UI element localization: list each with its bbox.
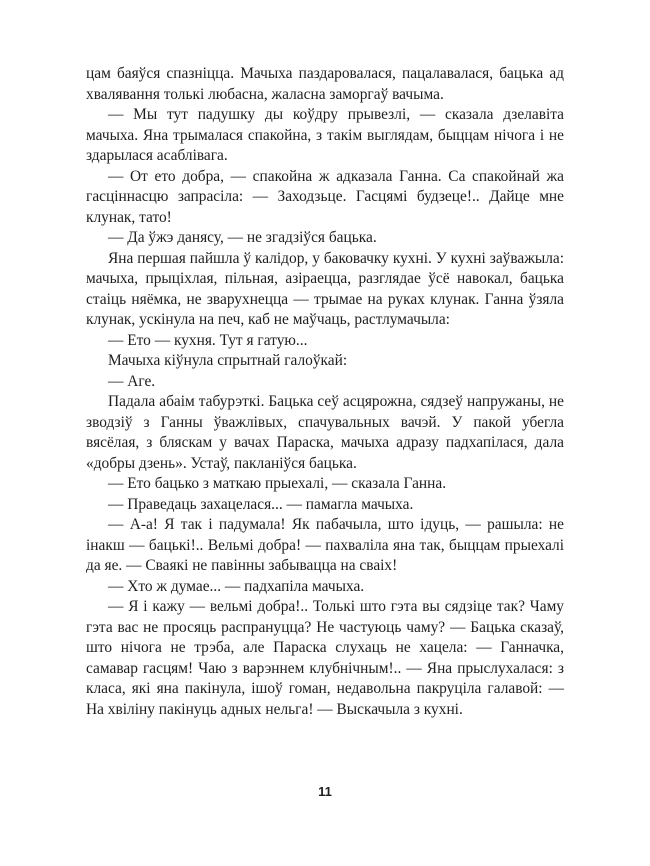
paragraph: — Праведаць захацелася... — памагла мачыха. [108, 495, 414, 513]
paragraph: — Хто ж думае... — падхапіла мачыха. [108, 577, 365, 595]
paragraph: Яна першая пайшла ў калідор, у баковачку кухні. У кухні заўважыла: мачыха, прыціхлая, пільная, азіраецца, разглядае ўсё навокал, бацька стаіць няёмка, не зварухнецца — трымае на руках клунак. Ганна ўзяла клунак, ускінула на печ, каб не маўчаць, растлумачыла: [86, 249, 564, 328]
paragraph: — От ето добра, — спакойна ж адказала Ганна. Са спакойнай жа гасціннасцю запрасіла: — Заходзьце. Гасцямі будзеце!.. Дайце мне клунак, тато! [86, 167, 564, 226]
paragraph: — Ето — кухня. Тут я гатую... [108, 331, 308, 349]
paragraph: — Да ўжэ данясу, — не згадзіўся бацька. [108, 229, 377, 246]
paragraph: цам баяўся спазніцца. Мачыха паздаровалася, пацалавалася, бацька ад хвалявання толькі любасна, жаласна заморгаў вачыма. [86, 65, 564, 103]
paragraph: — А-а! Я так і падумала! Як пабачыла, што ідуць, — рашыла: не інакш — бацькі!.. Вельмі добра! — пахваліла яна так, быццам прыехалі да яе. — Сваякі не павінны забывацца на сваіх! [86, 516, 564, 574]
paragraph: — Я і кажу — вельмі добра!.. Толькі што гэта вы сядзіце так? Чаму гэта вас не просяць распрануцца? Не частуюць чаму? — Бацька сказаў, што нічога не трэба, але Параска слухаць не хацела: — Ганначка, самавар гасцям! Чаю з варэннем клубнічным!.. — Яна прыслухалася: з класа, які яна пакінула, ішоў гоман, недавольна пакруціла галавой: — На хвіліну пакінуць адных нельга! — Выскачыла з кухні. [86, 598, 564, 718]
paragraph: — Ето бацько з маткаю прыехалі, — сказала Ганна. [108, 475, 447, 492]
paragraph: — Аге. [108, 372, 156, 390]
page-number: 11 [318, 784, 332, 799]
paragraph: Падала абаім табурэткі. Бацька сеў асцярожна, сядзеў напружаны, не зводзіў з Ганны ўважлівых, спачувальных вачэй. У пакой убегла вясёлая, з бляскам у вачах Параска, мачыха адразу падхапілася, дала «добры дзень». Устаў, пакланіўся бацька. [86, 393, 564, 472]
page-body [86, 64, 564, 720]
paragraph: — Мы тут падушку ды коўдру прывезлі, — сказала дзелавіта мачыха. Яна трымалася спакойна, з такім выглядам, быццам нічога і не здарылася асаблівага. [86, 106, 564, 164]
paragraph: Мачыха кіўнула спрытнай галоўкай: [108, 352, 348, 369]
